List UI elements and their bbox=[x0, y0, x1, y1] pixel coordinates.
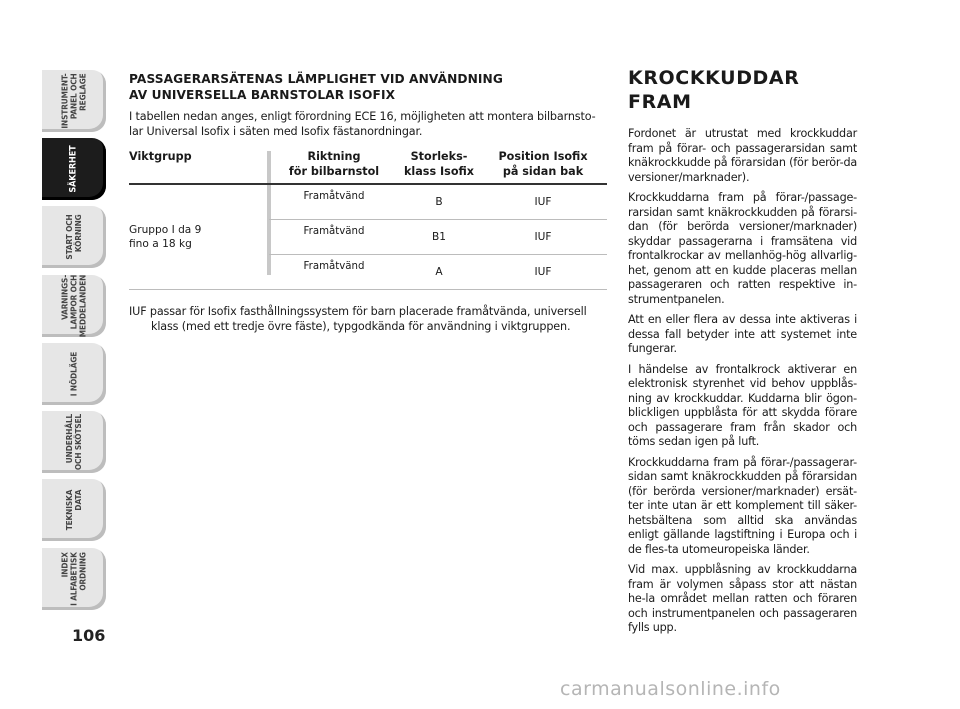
direction-cell: Framåtvänd bbox=[269, 255, 399, 290]
header-position: Position Isofix på sidan bak bbox=[479, 149, 607, 184]
iuf-note: IUF passar för Isofix fasthållningssystem för barn placerade framåtvända, universell klass (med ett tredje övre fäste), typgodkända för användning i viktgruppen. bbox=[129, 305, 587, 334]
header-viktgrupp: Viktgrupp bbox=[129, 149, 269, 184]
tab-label: INDEX I ALFABETISK ORDNING bbox=[59, 552, 88, 606]
tab-label: INSTRUMENT- PANEL OCH REGLAGE bbox=[59, 73, 88, 129]
watermark: carmanualsonline.info bbox=[560, 678, 781, 700]
isofix-title-line1: PASSAGERARSÄTENAS LÄMPLIGHET VID ANVÄNDNING bbox=[129, 72, 503, 86]
tab-label: TEKNISKA DATA bbox=[64, 489, 83, 531]
table-row bbox=[129, 184, 607, 220]
tab-label: VARNINGS- LAMPOR OCH MEDDELANDEN bbox=[59, 274, 88, 338]
tab-label: I NÖDLÄGE bbox=[68, 351, 79, 397]
tab-sakerhet[interactable] bbox=[42, 138, 106, 200]
direction-cell: Framåtvänd bbox=[269, 184, 399, 220]
isofix-title-line2: AV UNIVERSELLA BARNSTOLAR ISOFIX bbox=[129, 88, 396, 102]
page-number: 106 bbox=[72, 626, 106, 645]
direction-cell: Framåtvänd bbox=[269, 220, 399, 255]
position-cell: IUF bbox=[479, 184, 607, 220]
isofix-title bbox=[129, 71, 609, 103]
airbag-paragraph: Fordonet är utrustat med krockkuddar fram på förar- och passagerarsidan samt knäkrockkudde på förarsidan (för berör-da versioner/marknader). bbox=[628, 127, 857, 184]
header-storleksklass: Storleks- klass Isofix bbox=[399, 149, 479, 184]
tab-i-nodlage[interactable] bbox=[42, 343, 106, 405]
airbag-paragraph: I händelse av frontalkrock aktiverar en elektronisk styrenhet vid behov uppblås-ning av krockkuddar. Kuddarna blir ögon-blickligen uppblåsta för att skydda förare och passagerare fram från skador och töms sedan igen på luft. bbox=[628, 362, 857, 448]
table-header-row bbox=[129, 149, 607, 184]
airbag-title: KROCKKUDDAR FRAM bbox=[628, 67, 800, 113]
airbag-paragraph: Att en eller flera av dessa inte aktiveras i dessa fall betyder inte att systemet inte fungerar. bbox=[628, 313, 857, 355]
position-cell: IUF bbox=[479, 255, 607, 290]
airbag-paragraph: Krockkuddarna fram på förar-/passagerar-sidan samt knäkrockkudden på förarsidan (för berörda versioner/marknader) ersät-ter inte utan är ett komplement till säker-hetsbältena som alltid ska användas enligt gällande lagstiftning i Europa och i de fles-ta utomeuropeiska länder. bbox=[628, 455, 857, 556]
tab-tekniska-data[interactable] bbox=[42, 479, 106, 541]
isofix-table bbox=[129, 149, 607, 290]
tab-label: UNDERHÅLL OCH SKÖTSEL bbox=[64, 413, 83, 471]
tab-label: SÄKERHET bbox=[68, 145, 79, 193]
airbag-section bbox=[628, 66, 857, 642]
header-riktning: Riktning för bilbarnstol bbox=[269, 149, 399, 184]
tab-instrumentpanel[interactable] bbox=[42, 70, 106, 132]
weight-group: Gruppo I da 9 fino a 18 kg bbox=[129, 184, 269, 290]
isofix-section bbox=[129, 71, 609, 334]
tab-underhall[interactable] bbox=[42, 411, 106, 473]
size-cell: A bbox=[399, 255, 479, 290]
tab-start-och-korning[interactable] bbox=[42, 206, 106, 268]
size-cell: B1 bbox=[399, 220, 479, 255]
tab-index[interactable] bbox=[42, 548, 106, 610]
size-cell: B bbox=[399, 184, 479, 220]
airbag-paragraph: Vid max. uppblåsning av krockkuddarna fram är volymen såpass stor att nästan he-la området mellan ratten och föraren och instrumentpanelen och passageraren fylls upp. bbox=[628, 563, 857, 634]
isofix-intro: I tabellen nedan anges, enligt förordning ECE 16, möjligheten att montera bilbarnsto-lar Universal Isofix i säten med Isofix fästanordningar. bbox=[129, 110, 596, 138]
tab-varningslampor[interactable] bbox=[42, 275, 106, 337]
position-cell: IUF bbox=[479, 220, 607, 255]
tab-label: START OCH KÖRNING bbox=[64, 214, 83, 260]
airbag-paragraph: Krockkuddarna fram på förar-/passage-rarsidan samt knäkrockkudden på förarsi-dan (för berörda versioner/marknader) skyddar passagerarna i framsätena vid frontalkrockar av mellanhög-hög allvarlig-het, genom att en kudde placeras mellan passageraren och ratten respektive in-strumentpanelen. bbox=[628, 191, 857, 306]
